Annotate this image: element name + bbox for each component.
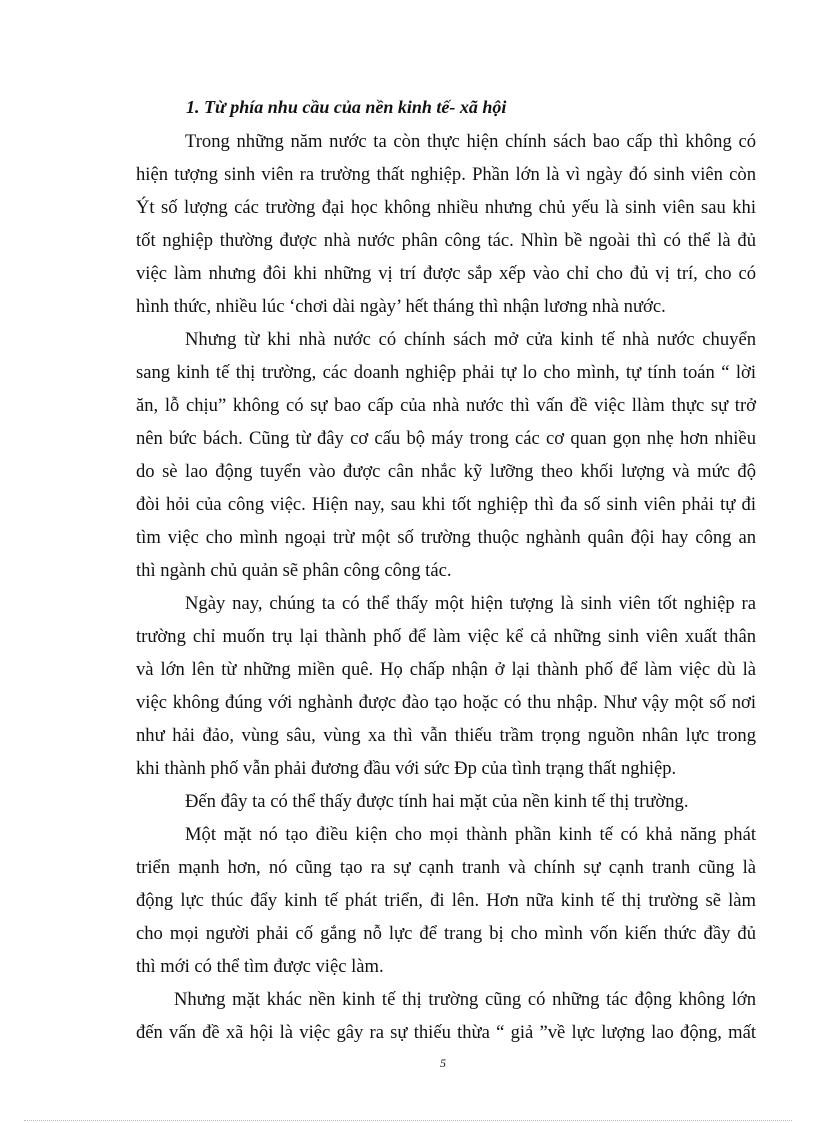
text-line: Một mặt nó tạo điều kiện cho mọi thành phần kinh tế có khả năng phát — [185, 824, 756, 845]
text-line: và lớn lên từ những miền quê. Họ chấp nhận ở lại thành phố để làm việc dù là — [136, 659, 756, 680]
text-line: sang kinh tế thị trường, các doanh nghiệp phải tự lo cho mình, tự tính toán “ lời — [136, 362, 756, 383]
text-line: Trong những năm nước ta còn thực hiện chính sách bao cấp thì không có — [185, 131, 756, 152]
text-line: ăn, lỗ chịu” không có sự bao cấp của nhà nước thì vấn đề việc llàm thực sự trở — [136, 395, 756, 416]
text-line: thì mới có thể tìm được việc làm. — [136, 956, 384, 977]
text-line: cho mọi người phải cố gắng nỗ lực để trang bị cho mình vốn kiến thức đầy đủ — [136, 923, 756, 944]
text-line: tốt nghiệp thường được nhà nước phân công tác. Nhìn bề ngoài thì có thể là đủ — [136, 230, 756, 251]
text-line: đến vấn đề xã hội là việc gây ra sự thiếu thừa “ giả ”về lực lượng lao động, mất — [136, 1022, 756, 1043]
page-border-rule — [24, 1120, 792, 1121]
text-line: do sè lao động tuyển vào được cân nhắc kỹ lưỡng theo khối lượng và mức độ — [136, 461, 756, 482]
section-heading: 1. Từ phía nhu cầu của nền kinh tế- xã hội — [186, 97, 507, 117]
text-line: tìm việc cho mình ngoại trừ một số trường thuộc nghành quân đội hay công an — [136, 527, 756, 548]
text-line: việc không đúng với nghành được đào tạo hoặc có thu nhập. Như vậy một số nơi — [136, 692, 756, 713]
text-line: triển mạnh hơn, nó cũng tạo ra sự cạnh tranh và chính sự cạnh tranh cũng là — [136, 857, 756, 878]
text-line: đòi hỏi của công việc. Hiện nay, sau khi tốt nghiệp thì đa số sinh viên phải tự đi — [136, 494, 756, 515]
text-line: Ýt số lượng các trường đại học không nhiều nhưng chủ yếu là sinh viên sau khi — [136, 197, 756, 218]
text-line: Nhưng mặt khác nền kinh tế thị trường cũng có những tác động không lớn — [174, 989, 756, 1010]
text-line: khi thành phố vẫn phải đương đầu với sức Ðp của tình trạng thất nghiệp. — [136, 758, 677, 779]
text-line: thì ngành chủ quản sẽ phân công công tác. — [136, 560, 452, 581]
text-line: trường chỉ muốn trụ lại thành phố để làm việc kể cả những sinh viên xuất thân — [136, 626, 756, 647]
text-line: việc làm nhưng đôi khi những vị trí được sắp xếp vào chỉ cho đủ vị trí, cho có — [136, 263, 756, 284]
text-line: như hải đảo, vùng sâu, vùng xa thì vẫn thiếu trầm trọng nguồn nhân lực trong — [136, 725, 756, 746]
text-line: hiện tượng sinh viên ra trường thất nghiệp. Phần lớn là vì ngày đó sinh viên còn — [136, 164, 756, 185]
text-line: động lực thúc đẩy kinh tế phát triển, đi lên. Hơn nữa kinh tế thị trường sẽ làm — [136, 890, 756, 911]
text-line: hình thức, nhiều lúc ‘chơi dài ngày’ hết tháng thì nhận lương nhà nước. — [136, 296, 666, 317]
text-line: Đến đây ta có thể thấy được tính hai mặt của nền kinh tế thị trường. — [185, 791, 689, 812]
text-line: Nhưng từ khi nhà nước có chính sách mở cửa kinh tế nhà nước chuyển — [185, 329, 756, 350]
text-line: Ngày nay, chúng ta có thể thấy một hiện tượng là sinh viên tốt nghiệp ra — [185, 593, 756, 614]
page-number: 5 — [440, 1056, 446, 1070]
text-line: nên bức bách. Cũng từ đây cơ cấu bộ máy trong các cơ quan gọn nhẹ hơn nhiều — [136, 428, 756, 449]
